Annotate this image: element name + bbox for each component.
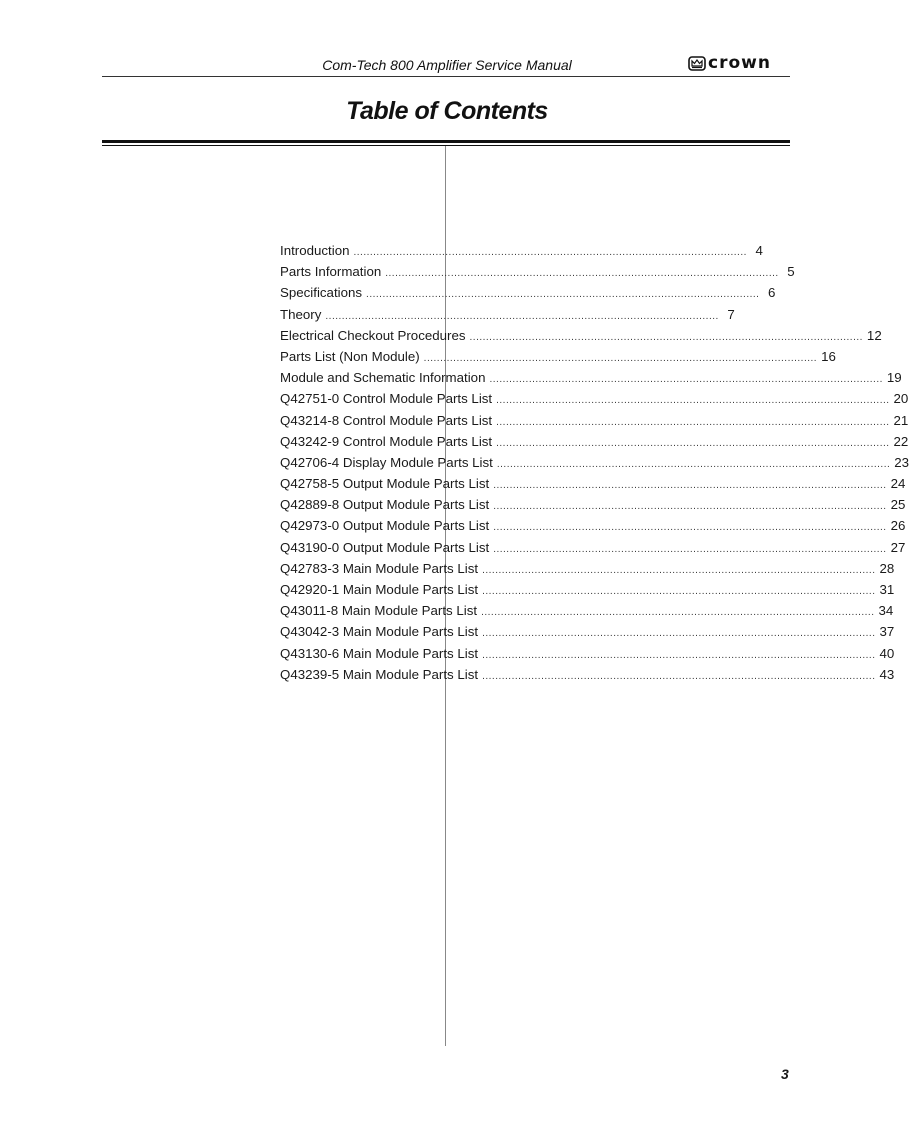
toc-entry[interactable] [280, 285, 776, 306]
toc-dot-leader: ........................................................................................................................ [385, 268, 779, 280]
toc-dot-leader: ........................................................................................................................ [493, 501, 887, 513]
toc-entry-page: 12 [866, 327, 882, 343]
toc-entry-label: Q42706-4 Display Module Parts List [280, 454, 493, 470]
toc-entry-page: 40 [879, 645, 895, 661]
logo-wordmark: crown [708, 53, 771, 73]
toc-entry-page: 20 [893, 391, 909, 407]
toc-entry[interactable] [280, 243, 763, 264]
toc-entry[interactable] [280, 348, 836, 370]
toc-entry[interactable] [280, 391, 909, 412]
toc-entry-label: Q42920-1 Main Module Parts List [280, 582, 479, 597]
toc-entry-label: Q43239-5 Main Module Parts List [280, 666, 479, 682]
toc-entry[interactable] [280, 454, 909, 476]
toc-entry-label: Module and Schematic Information [280, 370, 486, 386]
toc-entry-page: 31 [879, 582, 895, 597]
toc-entry-page: 16 [821, 348, 836, 364]
toc-entry-label: Q42758-5 Output Module Parts List [280, 476, 490, 492]
toc-dot-leader: ........................................................................................................................ [493, 543, 887, 555]
toc-dot-leader: ........................................................................................................................ [496, 437, 890, 449]
toc-entry-page: 7 [727, 306, 735, 322]
toc-dot-leader: ........................................................................................................................ [325, 310, 719, 322]
toc-dot-leader: ........................................................................................................................ [496, 458, 891, 470]
toc-entry[interactable] [280, 603, 894, 624]
toc-dot-leader: ........................................................................................................................ [353, 247, 747, 258]
toc-entry-page: 37 [879, 624, 895, 640]
toc-entry-page: 19 [886, 370, 902, 386]
toc-entry[interactable] [280, 412, 909, 434]
toc-entry-page: 24 [890, 476, 906, 492]
toc-entry-label: Parts Information [280, 264, 382, 280]
toc-entry-label: Q43011-8 Main Module Parts List [280, 603, 478, 619]
toc-dot-leader: ........................................................................................................................ [496, 416, 890, 428]
toc-entry-page: 34 [878, 603, 894, 619]
toc-entry-label: Q42973-0 Output Module Parts List [280, 518, 490, 534]
toc-entry-page: 28 [879, 560, 895, 576]
toc-entry-label: Q43130-6 Main Module Parts List [280, 645, 479, 661]
toc-entry-label: Electrical Checkout Procedures [280, 327, 466, 343]
toc-dot-leader: ........................................................................................................................ [493, 522, 887, 534]
toc-dot-leader: ........................................................................................................................ [482, 564, 876, 576]
toc-entry-label: Q43042-3 Main Module Parts List [280, 624, 479, 640]
toc-entry[interactable] [280, 624, 895, 645]
toc-entry[interactable] [280, 582, 895, 603]
toc-entry[interactable] [280, 327, 882, 349]
toc-entry-label: Q42783-3 Main Module Parts List [280, 560, 479, 576]
table-of-contents [280, 243, 909, 688]
toc-entry[interactable] [280, 476, 906, 497]
toc-entry-page: 26 [890, 518, 906, 534]
toc-entry[interactable] [280, 539, 906, 561]
toc-entry[interactable] [280, 370, 902, 391]
toc-entry[interactable] [280, 433, 909, 455]
toc-entry[interactable] [280, 645, 895, 667]
toc-dot-leader: ........................................................................................................................ [493, 480, 887, 492]
crown-logo [688, 55, 771, 72]
toc-entry[interactable] [280, 666, 895, 688]
header-rule [102, 76, 790, 77]
page-number: 3 [781, 1066, 789, 1082]
toc-dot-leader: ........................................................................................................................ [482, 670, 876, 682]
running-header: Com-Tech 800 Amplifier Service Manual [322, 57, 572, 73]
toc-entry-label: Q42751-0 Control Module Parts List [280, 391, 493, 407]
toc-dot-leader: ........................................................................................................................ [496, 395, 890, 407]
toc-entry[interactable] [280, 560, 895, 582]
toc-dot-leader: ........................................................................................................................ [366, 289, 760, 301]
toc-entry-page: 21 [893, 412, 909, 428]
toc-entry-label: Theory [280, 306, 322, 322]
toc-dot-leader: ........................................................................................................................ [482, 649, 876, 661]
toc-entry-page: 5 [787, 264, 795, 280]
toc-entry[interactable] [280, 264, 795, 285]
page-title: Table of Contents [346, 97, 548, 125]
crown-logo-icon [688, 56, 706, 71]
toc-entry-label: Q42889-8 Output Module Parts List [280, 497, 490, 513]
toc-entry-page: 27 [890, 539, 906, 555]
title-rule-thin [102, 145, 790, 146]
toc-entry-page: 23 [894, 454, 909, 470]
toc-entry-label: Specifications [280, 285, 363, 301]
toc-dot-leader: ........................................................................................................................ [482, 628, 876, 640]
toc-dot-leader: ........................................................................................................................ [481, 607, 875, 619]
toc-entry-label: Introduction [280, 243, 350, 258]
toc-entry-page: 22 [893, 433, 909, 449]
toc-entry-page: 43 [879, 666, 895, 682]
toc-dot-leader: ........................................................................................................................ [469, 331, 863, 343]
toc-entry-label: Q43214-8 Control Module Parts List [280, 412, 493, 428]
toc-entry-label: Q43242-9 Control Module Parts List [280, 433, 493, 449]
toc-entry-page: 6 [768, 285, 776, 301]
toc-entry[interactable] [280, 306, 735, 328]
title-rule-thick [102, 140, 790, 143]
toc-dot-leader: ........................................................................................................................ [423, 352, 818, 364]
toc-entry-label: Parts List (Non Module) [280, 348, 420, 364]
toc-entry-page: 25 [890, 497, 906, 513]
toc-dot-leader: ........................................................................................................................ [489, 374, 883, 386]
toc-entry-page: 4 [755, 243, 763, 258]
toc-entry[interactable] [280, 497, 906, 518]
toc-entry-label: Q43190-0 Output Module Parts List [280, 539, 490, 555]
toc-dot-leader: ........................................................................................................................ [482, 586, 876, 597]
toc-entry[interactable] [280, 518, 906, 539]
